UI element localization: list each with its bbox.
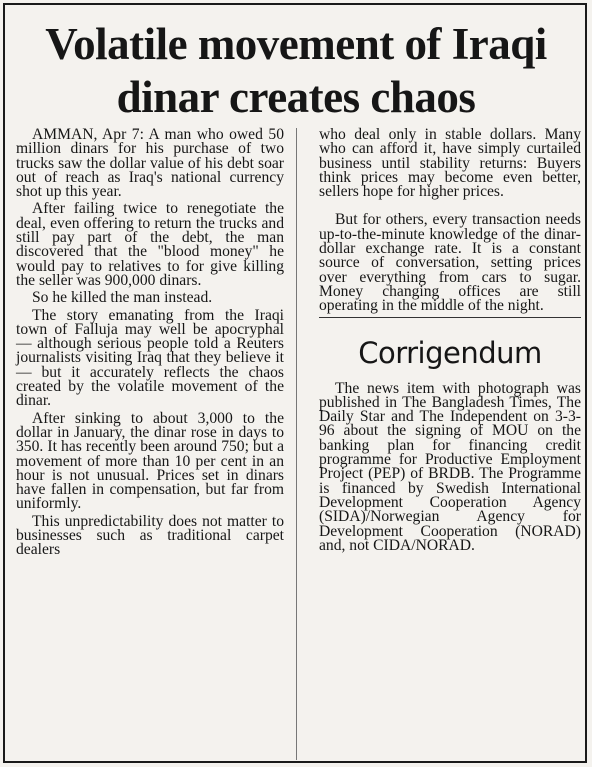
- corrigendum-heading: Corrigendum: [358, 335, 542, 370]
- article-paragraph: After failing twice to renegotiate the deal, even offering to return the trucks and still pay part of the debt, the man discovered that the "blood money" he would pay to relatives to for give killing the seller was 900,000 dinars.: [16, 200, 284, 289]
- article-left-column: [16, 128, 284, 561]
- article-paragraph: But for others, every transaction needs up-to-the-minute knowledge of the dinar- dollar exchange rate. It is a constant source of conversation, setting prices over everything from cars to sugar. Money changing offices are still operating in the middle of the night.: [319, 211, 581, 315]
- article-paragraph: The story emanating from the Iraqi town of Falluja may well be apocryphal — although serious people told a Reuters journalists visiting Iraq that they believe it — but it accurately reflects the chaos created by the volatile movement of the dinar.: [16, 306, 284, 410]
- article-paragraph: who deal only in stable dollars. Many who can afford it, have simply curtailed business until stability returns: Buyers think prices may become even better, sellers hope for higher prices.: [319, 126, 581, 201]
- headline-line-2: dinar creates chaos: [116, 72, 476, 122]
- headline-line-1: Volatile movement of Iraqi: [45, 19, 547, 69]
- corrigendum-top-rule: [319, 317, 581, 318]
- corrigendum-body: The news item with photograph was published in The Bangladesh Times, The Daily Star and The Independent on 3-3-96 about the signing of MOU on the banking plan for financing credit programme for Productive Employment Project (PEP) of BRDB. The Programme is financed by Swedish International Development Cooperation Agency (SIDA)/Norwegian Agency for Development Cooperation (NORAD) and, not CIDA/NORAD.: [319, 379, 581, 554]
- article-paragraph: This unpredictability does not matter to businesses such as traditional carpet dealers: [16, 512, 284, 559]
- article-right-column: [319, 128, 581, 556]
- column-divider: [296, 128, 297, 760]
- article-paragraph: AMMAN, Apr 7: A man who owed 50 million dinars for his purchase of two trucks saw the dollar value of his debt soar out of reach as Iraq's national currency shot up this year.: [16, 126, 284, 201]
- article-paragraph: So he killed the man instead.: [32, 289, 213, 307]
- article-paragraph: After sinking to about 3,000 to the dollar in January, the dinar rose in days to 350. It has recently been around 750; but a movement of more than 10 per cent in an hour is not unusual. Prices set in dinars have fallen in compensation, but far from uniformly.: [16, 409, 284, 513]
